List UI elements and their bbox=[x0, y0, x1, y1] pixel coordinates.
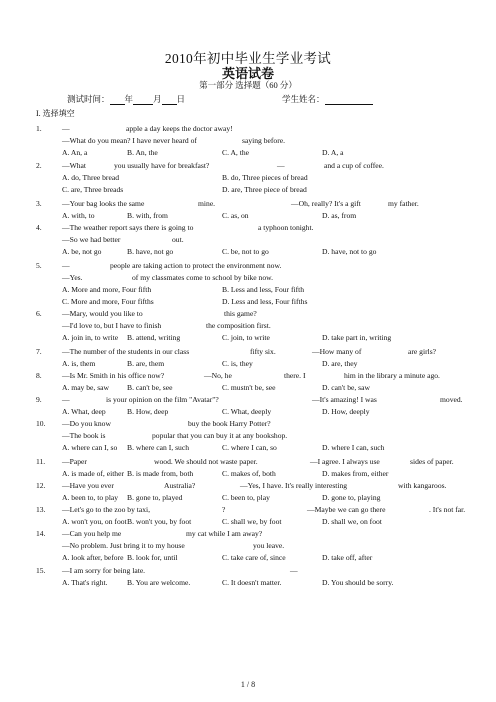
section-heading: I. 选择填空 bbox=[36, 109, 75, 118]
answer-option: D. gone to, playing bbox=[322, 493, 381, 502]
question-number: 14. bbox=[36, 529, 46, 538]
answer-option: A. That's right. bbox=[62, 578, 108, 587]
name-label: 学生姓名： bbox=[282, 94, 325, 104]
answer-option: A. where can I, so bbox=[62, 443, 118, 452]
question-text: —I agree. I always use bbox=[310, 457, 380, 466]
question-text: —Yes, I have. It's really interesting bbox=[240, 481, 348, 490]
question-text: — bbox=[62, 395, 70, 404]
answer-option: D. take part in, writing bbox=[322, 333, 392, 342]
question-number: 4. bbox=[36, 223, 42, 232]
question-text: moved. bbox=[440, 395, 463, 404]
question-text: you leave. bbox=[253, 541, 285, 550]
question-text: — bbox=[277, 161, 285, 170]
answer-option: A. What, deep bbox=[62, 407, 106, 416]
answer-option: B. attend, writing bbox=[127, 333, 181, 342]
question-text: —It's amazing! I was bbox=[312, 395, 377, 404]
answer-option: B. do, Three pieces of bread bbox=[222, 173, 308, 182]
question-text: ? bbox=[222, 505, 226, 514]
question-text: —What do you mean? I have never heard of bbox=[62, 136, 197, 145]
question-text: out. bbox=[172, 235, 184, 244]
question-number: 8. bbox=[36, 371, 42, 380]
exam-subtitle: 英语试卷 bbox=[221, 67, 274, 82]
answer-option: B. with, from bbox=[127, 211, 168, 220]
answer-option: A. been to, to play bbox=[62, 493, 119, 502]
answer-option: A. look after, before bbox=[62, 553, 124, 562]
question-text: you usually have for breakfast? bbox=[114, 161, 210, 170]
answer-option: C. makes of, both bbox=[222, 469, 276, 478]
question-text: — bbox=[62, 124, 70, 133]
answer-option: C. where I can, so bbox=[222, 443, 277, 452]
question-text: —Yes. bbox=[62, 273, 83, 282]
question-text: a typhoon tonight. bbox=[258, 223, 314, 232]
question-text: —Let's go to the zoo by taxi, bbox=[62, 505, 151, 514]
question-text: —I'd love to, but I have to finish bbox=[62, 321, 162, 330]
question-text: —Can you help me bbox=[62, 529, 122, 538]
answer-option: A. with, to bbox=[62, 211, 95, 220]
question-text: —How many of bbox=[312, 347, 362, 356]
answer-option: D. take off, after bbox=[322, 553, 373, 562]
year-blank bbox=[110, 95, 125, 105]
answer-option: D. have, not to go bbox=[322, 247, 377, 256]
answer-option: D. You should be sorry. bbox=[322, 578, 394, 587]
question-number: 3. bbox=[36, 199, 42, 208]
answer-option: C. take care of, since bbox=[222, 553, 286, 562]
answer-option: A. be, not go bbox=[62, 247, 102, 256]
answer-option: A. join in, to write bbox=[62, 333, 119, 342]
question-number: 9. bbox=[36, 395, 42, 404]
part-heading: 第一部分 选择题（60 分） bbox=[199, 80, 297, 90]
answer-option: B. gone to, played bbox=[127, 493, 183, 502]
question-text: buy the book Harry Potter? bbox=[188, 419, 271, 428]
answer-option: C. mustn't be, see bbox=[222, 383, 276, 392]
answer-option: A. is, them bbox=[62, 359, 96, 368]
question-text: mine. bbox=[198, 199, 216, 208]
question-text: —The weather report says there is going to bbox=[62, 223, 194, 232]
answer-option: D. How, deeply bbox=[322, 407, 370, 416]
answer-option: B. Less and less, Four fifth bbox=[222, 285, 305, 294]
question-text: saying before. bbox=[242, 136, 286, 145]
answer-option: C. shall we, by foot bbox=[222, 517, 282, 526]
question-text: —Do you know bbox=[62, 419, 111, 428]
question-text: popular that you can buy it at any bookshop. bbox=[152, 431, 288, 440]
answer-option: D. are, they bbox=[322, 359, 358, 368]
question-number: 12. bbox=[36, 481, 46, 490]
question-number: 10. bbox=[36, 419, 46, 428]
answer-option: A. An, a bbox=[62, 148, 88, 157]
question-text: him in the library a minute ago. bbox=[344, 371, 440, 380]
question-text: sides of paper. bbox=[410, 457, 454, 466]
answer-option: D. Less and less, Four fifths bbox=[222, 297, 308, 306]
question-text: Australia? bbox=[164, 481, 196, 490]
month-char: 月 bbox=[153, 94, 162, 104]
answer-option: C. are, Three breads bbox=[62, 185, 124, 194]
answer-option: B. is made from, both bbox=[127, 469, 194, 478]
answer-option: B. where can I, such bbox=[127, 443, 189, 452]
question-text: —The number of the students in our class bbox=[62, 347, 190, 356]
student-name-field bbox=[282, 93, 373, 105]
answer-option: B. have, not go bbox=[127, 247, 174, 256]
question-number: 1. bbox=[36, 124, 42, 133]
exam-title: 2010年初中毕业生学业考试 bbox=[164, 51, 332, 66]
answer-option: B. An, the bbox=[127, 148, 158, 157]
question-text: —No problem. Just bring it to my house bbox=[62, 541, 185, 550]
answer-option: A. More and more, Four fifth bbox=[62, 285, 152, 294]
answer-option: D. where I can, such bbox=[322, 443, 385, 452]
question-text: —I am sorry for being late. bbox=[62, 566, 146, 575]
answer-option: C. is, they bbox=[222, 359, 253, 368]
question-number: 2. bbox=[36, 161, 42, 170]
question-text: . It's not far. bbox=[429, 505, 466, 514]
year-char: 年 bbox=[124, 94, 134, 104]
day-char: 日 bbox=[176, 94, 186, 104]
answer-option: B. are, them bbox=[127, 359, 165, 368]
question-text: people are taking action to protect the environment now. bbox=[110, 261, 282, 270]
answer-option: C. join, to write bbox=[222, 333, 270, 342]
name-blank bbox=[325, 95, 373, 105]
question-text: with kangaroos. bbox=[398, 481, 447, 490]
answer-option: D. shall we, on foot bbox=[322, 517, 382, 526]
day-blank bbox=[162, 95, 177, 105]
question-text: is your opinion on the film "Avatar"? bbox=[106, 395, 219, 404]
answer-option: A. do, Three bread bbox=[62, 173, 120, 182]
answer-option: B. How, deep bbox=[127, 407, 169, 416]
question-number: 7. bbox=[36, 347, 42, 356]
question-text: — bbox=[62, 261, 70, 270]
question-text: my cat while I am away? bbox=[186, 529, 263, 538]
question-number: 5. bbox=[36, 261, 42, 270]
question-text: are girls? bbox=[408, 347, 437, 356]
answer-option: C. More and more, Four fifths bbox=[62, 297, 154, 306]
question-number: 15. bbox=[36, 566, 46, 575]
answer-option: C. What, deeply bbox=[222, 407, 272, 416]
question-number: 13. bbox=[36, 505, 46, 514]
answer-option: D. A, a bbox=[322, 148, 344, 157]
question-text: my father. bbox=[388, 199, 419, 208]
question-text: —So we had better bbox=[62, 235, 121, 244]
question-text: —Mary, would you like to bbox=[62, 309, 143, 318]
question-number: 11. bbox=[36, 457, 46, 466]
month-blank bbox=[133, 95, 153, 105]
answer-option: B. won't you, by foot bbox=[127, 517, 192, 526]
answer-option: C. been to, play bbox=[222, 493, 270, 502]
question-text: fifty six. bbox=[250, 347, 276, 356]
question-text: —Is Mr. Smith in his office now? bbox=[62, 371, 165, 380]
answer-option: D. makes from, either bbox=[322, 469, 389, 478]
answer-option: D. as, from bbox=[322, 211, 357, 220]
answer-option: A. may be, saw bbox=[62, 383, 110, 392]
page-number: 1 / 8 bbox=[240, 680, 256, 689]
question-text: and a cup of coffee. bbox=[324, 161, 384, 170]
question-text: —Your bag looks the same bbox=[62, 199, 145, 208]
question-text: —What bbox=[62, 161, 87, 170]
question-text: —The book is bbox=[62, 431, 106, 440]
answer-option: B. look for, until bbox=[127, 553, 178, 562]
question-text: —Have you ever bbox=[62, 481, 114, 490]
answer-option: C. It doesn't matter. bbox=[222, 578, 282, 587]
question-text: apple a day keeps the doctor away! bbox=[126, 124, 233, 133]
question-text: wood. We should not waste paper. bbox=[154, 457, 258, 466]
test-time-field bbox=[67, 93, 185, 105]
question-text: —Maybe we can go there bbox=[307, 505, 386, 514]
answer-option: A. is made of, either bbox=[62, 469, 124, 478]
question-text: there. I bbox=[284, 371, 306, 380]
answer-option: B. can't be, see bbox=[127, 383, 173, 392]
question-text: — bbox=[290, 566, 298, 575]
question-text: this game? bbox=[224, 309, 257, 318]
answer-option: D. are, Three piece of bread bbox=[222, 185, 307, 194]
answer-option: A. won't you, on foot bbox=[62, 517, 127, 526]
question-text: the composition first. bbox=[206, 321, 271, 330]
question-number: 6. bbox=[36, 309, 42, 318]
question-text: of my classmates come to school by bike now. bbox=[132, 273, 274, 282]
answer-option: C. as, on bbox=[222, 211, 249, 220]
question-text: —No, he bbox=[204, 371, 232, 380]
answer-option: C. be, not to go bbox=[222, 247, 269, 256]
question-text: —Oh, really? It's a gift bbox=[291, 199, 361, 208]
answer-option: B. You are welcome. bbox=[127, 578, 191, 587]
question-text: —Paper bbox=[62, 457, 87, 466]
time-label: 测试时间： bbox=[67, 94, 110, 104]
answer-option: D. can't be, saw bbox=[322, 383, 370, 392]
answer-option: C. A, the bbox=[222, 148, 250, 157]
